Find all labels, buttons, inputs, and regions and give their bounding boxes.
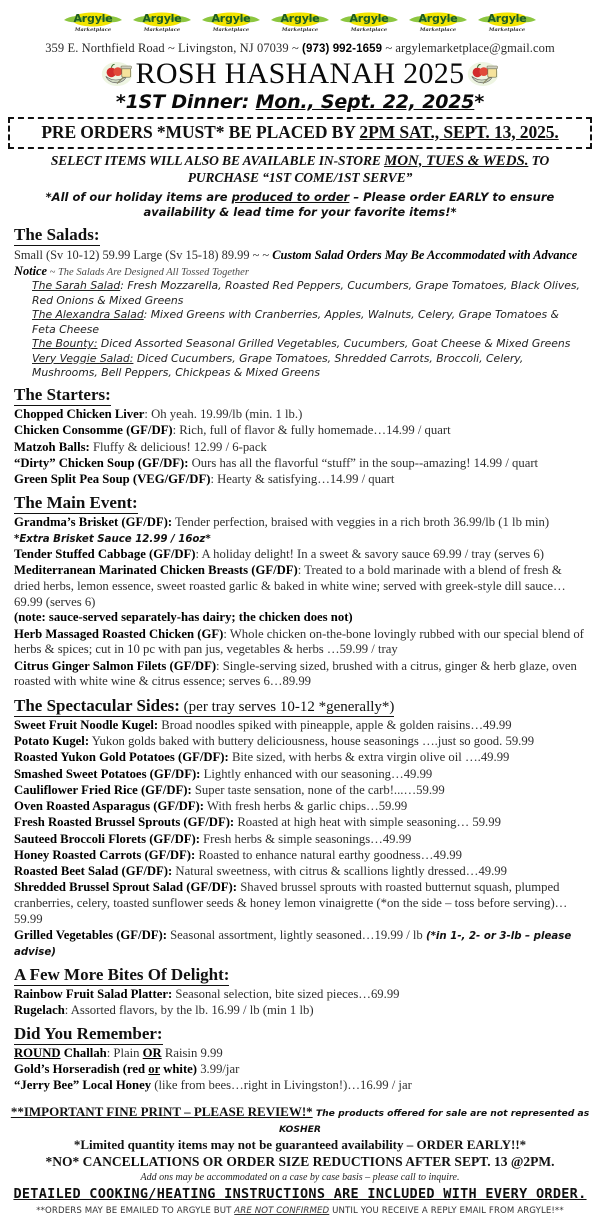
select-items-line2: PURCHASE “1ST COME/1ST SERVE” (187, 170, 413, 186)
menu-item-name: Roasted Beet Salad (GF/DF): (14, 864, 173, 879)
salad-item-name: Very Veggie Salad: (32, 351, 134, 365)
argyle-logo-word: Argyle (73, 12, 113, 25)
menu-item-desc: Fluffy & delicious! 12.99 / 6-pack (89, 439, 267, 454)
side-item (14, 815, 586, 831)
menu-item-desc: : Rich, full of flavor & fully homemade…14.99 / quart (172, 423, 451, 438)
sides-list (14, 718, 586, 960)
side-item (14, 864, 586, 880)
salad-item (32, 352, 586, 381)
argyle-logo (409, 9, 467, 39)
argyle-logo (271, 9, 329, 39)
menu-item-name: Herb Massaged Roasted Chicken (GF) (14, 626, 224, 641)
remember-item (14, 1046, 586, 1062)
salad-item-desc: : Fresh Mozzarella, Roasted Red Peppers, Cucumbers, Grape Tomatoes, Black Olives, Red Onions & Mixed Greens (32, 279, 580, 307)
pto-pre: *All of our holiday items are (45, 190, 232, 205)
fine-print-title: **IMPORTANT FINE PRINT – PLEASE REVIEW!* (10, 1103, 313, 1119)
argyle-logo (340, 9, 398, 39)
menu-item-name: Rugelach (14, 1002, 65, 1017)
kosher-disclaimer: The products offered for sale are not represented as KOSHER (279, 1107, 590, 1135)
side-item (14, 832, 586, 848)
menu-item-desc: Tender perfection, braised with veggies in a rich broth 36.99/lb (1 lb min) (172, 514, 550, 529)
section-remember (14, 1019, 586, 1094)
bite-item (14, 987, 586, 1003)
preorder-deadline: 2PM SAT., SEPT. 13, 2025. (359, 121, 559, 142)
remember-item-desc: : Plain (106, 1045, 143, 1060)
remember-item-desc: 3.99/jar (197, 1061, 240, 1076)
section-title-remember: Did You Remember: (14, 1024, 163, 1044)
email-note-pre: **ORDERS MAY BE EMAILED TO ARGYLE BUT (36, 1205, 235, 1216)
no-cancellations-note: *NO* CANCELLATIONS OR ORDER SIZE REDUCTIONS AFTER SEPT. 13 @2PM. (45, 1153, 555, 1169)
menu-item-desc: Shaved brussel sprouts with roasted butternut squash, plumped cranberries, celery, toasted sunflower seeds & honey lemon vinaigrette (*on the side – toss before serving)…59.99 (14, 880, 568, 926)
remember-item-name: ROUND Challah (14, 1045, 107, 1060)
salad-item (32, 337, 586, 351)
menu-item-note: *Extra Brisket Sauce 12.99 / 16oz* (14, 533, 211, 545)
sides-title-sub: (per tray serves 10-12 *generally*) (179, 698, 395, 715)
limited-quantity-note: *Limited quantity items may not be guaranteed availability – ORDER EARLY!!* (73, 1136, 527, 1152)
main-event-list (14, 515, 586, 690)
salad-item-name: The Bounty: (32, 337, 98, 351)
side-item (14, 767, 586, 783)
email-note-emphasis: ARE NOT CONFIRMED (234, 1205, 330, 1216)
menu-item-bold-note: (note: sauce-served separately-has dairy; the chicken does not) (14, 610, 353, 625)
menu-item-name: Tender Stuffed Cabbage (GF/DF) (14, 546, 196, 561)
main-event-item (14, 547, 586, 563)
menu-item-name: Potato Kugel: (14, 734, 90, 749)
menu-item-desc: : Oh yeah. 19.99/lb (min. 1 lb.) (144, 407, 303, 422)
menu-item-name: Mediterranean Marinated Chicken Breasts (GF/DF) (14, 563, 298, 578)
remember-item (14, 1078, 586, 1094)
section-sides (14, 691, 586, 960)
address-line-pre: 359 E. Northfield Road ~ Livingston, NJ 07039 ~ (45, 41, 303, 55)
argyle-logo-word: Argyle (418, 12, 458, 25)
menu-item-name: Smashed Sweet Potatoes (GF/DF): (14, 766, 201, 781)
menu-item-desc: : Assorted flavors, by the lb. 16.99 / lb (min 1 lb) (64, 1002, 314, 1017)
store-phone: (973) 992-1659 (302, 43, 383, 55)
add-ons-note: Add ons may be accommodated on a case by case basis – please call to inquire. (140, 1171, 460, 1183)
argyle-logo-word: Argyle (349, 12, 389, 25)
address-line-post: ~ argylemarketplace@gmail.com (382, 41, 555, 55)
pto-underlined: produced to order (231, 190, 350, 205)
salad-item-desc: Diced Cucumbers, Grape Tomatoes, Shredded Carrots, Broccoli, Celery, Mushrooms, Bell Peppers, Chickpeas & Mixed Greens (32, 351, 524, 380)
menu-item-name: Honey Roasted Carrots (GF/DF): (14, 847, 196, 862)
preorder-notice-box (8, 117, 592, 149)
menu-item-desc: : Single-serving sized, brushed with a citrus, ginger & herb glaze, oven roasted with white wine & citrus essence; serves 6…89.99 (14, 658, 577, 689)
preorder-text (10, 122, 590, 143)
select-items-post: TO (528, 152, 550, 168)
side-item (14, 848, 586, 864)
menu-item-desc: Seasonal selection, bite sized pieces…69.99 (172, 986, 400, 1001)
menu-item-name: Chopped Chicken Liver (14, 407, 145, 422)
side-item (14, 734, 586, 750)
section-title-bites: A Few More Bites Of Delight: (14, 965, 230, 985)
bites-list (14, 987, 586, 1019)
remember-item-or: OR (142, 1045, 162, 1060)
argyle-logo (133, 9, 191, 39)
argyle-logo-sub: Marketplace (143, 27, 181, 33)
menu-item-desc: Roasted at high heat with simple seasoning… 59.99 (234, 815, 501, 830)
menu-item-name: Cauliflower Fried Rice (GF/DF): (14, 782, 192, 797)
side-item (14, 750, 586, 766)
side-item (14, 928, 586, 960)
menu-item-desc: Natural sweetness, with citrus & scallions lightly dressed…49.99 (172, 864, 507, 879)
fine-print-heading (0, 1104, 600, 1136)
starter-item (14, 440, 586, 456)
menu-item-name: Fresh Roasted Brussel Sprouts (GF/DF): (14, 815, 235, 830)
section-bites (14, 960, 586, 1019)
cooking-instructions-note: DETAILED COOKING/HEATING INSTRUCTIONS ARE INCLUDED WITH EVERY ORDER. (13, 1185, 587, 1202)
argyle-logo-sub: Marketplace (488, 27, 526, 33)
remember-item (14, 1062, 586, 1078)
select-items-note (10, 152, 590, 188)
main-event-item (14, 563, 586, 626)
argyle-logo-sub: Marketplace (74, 27, 112, 33)
footer-fine-print (0, 1104, 600, 1216)
argyle-logo-word: Argyle (211, 12, 251, 25)
salad-pricing-pre: Small (Sv 10-12) 59.99 Large (Sv 15-18) 89.99 ~ ~ (14, 247, 273, 262)
argyle-logo-sub: Marketplace (419, 27, 457, 33)
menu-item-name: Green Split Pea Soup (VEG/GF/DF) (14, 472, 211, 487)
menu-item-desc: Fresh herbs & simple seasonings…49.99 (199, 831, 412, 846)
apples-honey-icon (101, 61, 133, 87)
salad-item-name: The Alexandra Salad (32, 308, 144, 322)
remember-list (14, 1046, 586, 1094)
salad-item (32, 308, 586, 337)
dinner-headline (0, 91, 600, 113)
salad-custom-note: Custom Salad Orders May Be Accommodated with Advance Notice (14, 247, 578, 278)
apples-honey-icon-right (467, 61, 499, 87)
menu-item-name: Roasted Yukon Gold Potatoes (GF/DF): (14, 750, 229, 765)
remember-item-name: Gold’s Horseradish (red or white) (14, 1061, 198, 1076)
menu-item-desc: Roasted to enhance natural earthy goodness…49.99 (195, 847, 462, 862)
title-row (0, 58, 600, 90)
argyle-logo-sub: Marketplace (212, 27, 250, 33)
menu-item-desc: Ours has all the flavorful “stuff” in the soup--amazing! 14.99 / quart (188, 455, 539, 470)
menu-item-desc: Yukon golds baked with buttery deliciousness, house seasonings ….just so good. 59.99 (89, 734, 535, 749)
menu-item-name: Grandma’s Brisket (GF/DF): (14, 514, 173, 529)
argyle-logo-word: Argyle (142, 12, 182, 25)
menu-item-desc: Super taste sensation, none of the carb!...…59.99 (191, 782, 445, 797)
starters-list (14, 407, 586, 488)
menu-item-desc: : Whole chicken on-the-bone lovingly rubbed with our special blend of herbs & spices; cut in 10 pc with pan jus, vegetables & herbs …59.99 / tray (14, 626, 584, 657)
salad-item-desc: Diced Assorted Seasonal Grilled Vegetables, Cucumbers, Goat Cheese & Mixed Greens (97, 337, 571, 351)
menu-item-name: Sweet Fruit Noodle Kugel: (14, 717, 159, 732)
menu-item-name: Rainbow Fruit Salad Platter: (14, 986, 173, 1001)
menu-item-name: Citrus Ginger Salmon Filets (GF/DF) (14, 658, 217, 673)
argyle-logo (64, 9, 122, 39)
sides-title-main: The Spectacular Sides: (14, 695, 180, 715)
main-event-item (14, 659, 586, 691)
argyle-logo-word: Argyle (487, 12, 527, 25)
side-item (14, 783, 586, 799)
menu-item-name: Chicken Consomme (GF/DF) (14, 423, 173, 438)
starter-item (14, 472, 586, 488)
section-title-salads: The Salads: (14, 225, 100, 244)
dinner-post: * (474, 90, 485, 113)
bite-item (14, 1003, 586, 1019)
menu-item-desc: : Treated to a bold marinade with a blend of fresh & dried herbs, lemon essence, sweet roasted garlic & baked in white wine; served with greek-style dill sauce…69.99 (serves 6) (14, 563, 566, 609)
logo-strip (0, 0, 600, 40)
menu-body (0, 220, 600, 1094)
side-item (14, 880, 586, 927)
dinner-date: Mon., Sept. 22, 2025 (255, 90, 475, 113)
email-note-post: UNTIL YOU RECEIVE A REPLY EMAIL FROM ARGYLE!** (329, 1205, 564, 1216)
main-event-item (14, 627, 586, 659)
menu-item-desc: Broad noodles spiked with pineapple, apple & golden raisins…49.99 (158, 717, 512, 732)
section-main-event (14, 488, 586, 690)
salad-item-name: The Sarah Salad (32, 279, 121, 293)
menu-item-note: (*in 1-, 2- or 3-lb – please advise) (14, 931, 572, 958)
menu-item-desc: : Hearty & satisfying…14.99 / quart (210, 472, 395, 487)
remember-item-desc: (like from bees…right in Livingston!)…16.99 / jar (151, 1078, 412, 1093)
salad-pricing-line (14, 247, 586, 280)
select-items-days: MON, TUES & WEDS. (384, 152, 529, 169)
argyle-logo (478, 9, 536, 39)
remember-item-desc2: Raisin 9.99 (161, 1045, 223, 1060)
menu-item-desc: Bite sized, with herbs & extra virgin olive oil ….49.99 (228, 750, 510, 765)
main-event-item (14, 515, 586, 547)
section-title-main-event: The Main Event: (14, 493, 138, 513)
menu-item-desc: : A holiday delight! In a sweet & savory sauce 69.99 / tray (serves 6) (195, 546, 544, 561)
argyle-logo-sub: Marketplace (281, 27, 319, 33)
menu-item-name: Matzoh Balls: (14, 439, 90, 454)
page-title: ROSH HASHANAH 2025 (135, 57, 465, 90)
section-title-sides (14, 696, 394, 717)
side-item (14, 718, 586, 734)
menu-item-name: Grilled Vegetables (GF/DF): (14, 928, 167, 943)
produced-to-order-note (22, 190, 578, 220)
menu-item-name: Shredded Brussel Sprout Salad (GF/DF): (14, 880, 238, 895)
preorder-pre: PRE ORDERS *MUST* BE PLACED BY (41, 121, 360, 142)
salad-list (14, 279, 586, 380)
menu-item-name: Sauteed Broccoli Florets (GF/DF): (14, 831, 200, 846)
menu-item-desc: Lightly enhanced with our seasoning…49.99 (200, 766, 433, 781)
salad-item (32, 279, 586, 308)
menu-item-desc: With fresh herbs & garlic chips…59.99 (203, 799, 408, 814)
pto-post: – Please order EARLY to ensure availability & lead time for your favorite items!* (143, 190, 555, 220)
email-orders-note (0, 1206, 600, 1216)
store-address (0, 41, 600, 56)
dinner-pre: *1ST Dinner: (115, 90, 256, 113)
side-item (14, 799, 586, 815)
section-starters (14, 380, 586, 487)
remember-item-name: “Jerry Bee” Local Honey (14, 1078, 152, 1093)
starter-item (14, 456, 586, 472)
menu-item-name: Oven Roasted Asparagus (GF/DF): (14, 799, 204, 814)
menu-item-name: “Dirty” Chicken Soup (GF/DF): (14, 455, 189, 470)
select-items-pre: SELECT ITEMS WILL ALSO BE AVAILABLE IN-STORE (50, 152, 385, 168)
starter-item (14, 407, 586, 423)
starter-item (14, 423, 586, 439)
salad-tossed-note: ~ The Salads Are Designed All Tossed Together (47, 266, 249, 278)
argyle-logo (202, 9, 260, 39)
section-salads (14, 220, 586, 380)
argyle-logo-word: Argyle (280, 12, 320, 25)
salad-item-desc: : Mixed Greens with Cranberries, Apples, Walnuts, Celery, Grape Tomatoes & Feta Cheese (32, 308, 559, 336)
section-title-starters: The Starters: (14, 385, 111, 405)
menu-item-desc: Seasonal assortment, lightly seasoned…19.99 / lb (166, 928, 426, 943)
argyle-logo-sub: Marketplace (350, 27, 388, 33)
